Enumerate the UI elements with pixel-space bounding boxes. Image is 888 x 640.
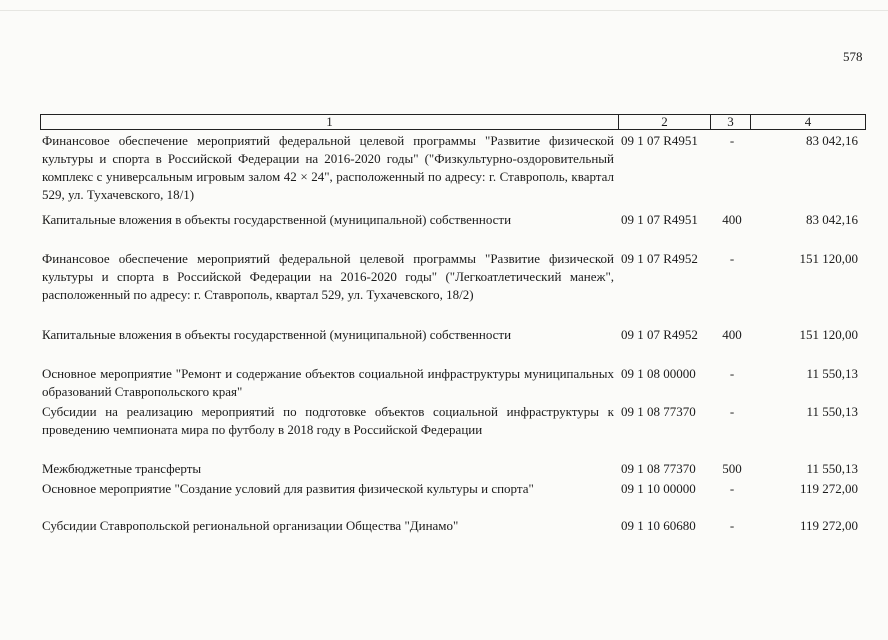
row-amount: 83 042,16 xyxy=(806,133,858,148)
row-type: 400 xyxy=(722,212,742,227)
row-description: Субсидии Ставропольской региональной организации Общества "Динамо" xyxy=(42,518,459,533)
row-description: Капитальные вложения в объекты государственной (муниципальной) собственности xyxy=(42,212,512,227)
row-description: Межбюджетные трансферты xyxy=(42,461,202,476)
scan-edge xyxy=(0,10,888,11)
row-type: - xyxy=(729,518,735,533)
row-amount: 11 550,13 xyxy=(806,461,858,476)
row-amount: 119 272,00 xyxy=(799,518,858,533)
row-description: Финансовое обеспечение мероприятий федеральной целевой программы "Развитие физической культуры и спорта в Российской Федерации на 2016-2020 годы" ("Физкультурно-оздоровительный комплекс с универсальным игровым залом 42 × 24", расположенный по адресу: г. Ставрополь, квартал 529, ул. Тухачевского, 18/1) xyxy=(42,133,614,202)
row-description: Основное мероприятие "Ремонт и содержание объектов социальной инфраструктуры муниципальных образований Ставропольского края" xyxy=(42,366,614,399)
row-amount: 151 120,00 xyxy=(799,327,858,342)
header-col-3: 3 xyxy=(711,115,751,129)
row-amount: 11 550,13 xyxy=(806,404,858,419)
row-description: Субсидии на реализацию мероприятий по подготовке объектов социальной инфраструктуры к проведению чемпионата мира по футболу в 2018 году в Российской Федерации xyxy=(42,404,614,437)
row-amount: 151 120,00 xyxy=(799,251,858,266)
row-description: Капитальные вложения в объекты государственной (муниципальной) собственности xyxy=(42,327,512,342)
row-code: 09 1 08 00000 xyxy=(621,366,696,381)
row-code: 09 1 10 60680 xyxy=(621,518,696,533)
row-type: - xyxy=(729,133,735,148)
row-description: Основное мероприятие "Создание условий для развития физической культуры и спорта" xyxy=(42,481,534,496)
row-amount: 119 272,00 xyxy=(799,481,858,496)
row-code: 09 1 07 R4952 xyxy=(621,327,698,342)
table-header xyxy=(40,114,866,130)
row-type: - xyxy=(729,366,735,381)
row-code: 09 1 07 R4951 xyxy=(621,212,698,227)
header-col-2: 2 xyxy=(619,115,711,129)
row-code: 09 1 08 77370 xyxy=(621,461,696,476)
row-type: 400 xyxy=(722,327,742,342)
row-code: 09 1 07 R4952 xyxy=(621,251,698,266)
row-amount: 83 042,16 xyxy=(806,212,858,227)
row-code: 09 1 07 R4951 xyxy=(621,133,698,148)
row-type: - xyxy=(729,404,735,419)
row-code: 09 1 10 00000 xyxy=(621,481,696,496)
row-type: - xyxy=(729,251,735,266)
row-type: 500 xyxy=(722,461,742,476)
page-number: 578 xyxy=(843,49,863,64)
header-col-4: 4 xyxy=(804,114,812,129)
row-type: - xyxy=(729,481,735,496)
row-amount: 11 550,13 xyxy=(806,366,858,381)
row-code: 09 1 08 77370 xyxy=(621,404,696,419)
row-description: Финансовое обеспечение мероприятий федеральной целевой программы "Развитие физической культуры и спорта в Российской Федерации на 2016-2020 годы" ("Легкоатлетический манеж", расположенный по адресу: г. Ставрополь, квартал 529, ул. Тухачевского, 18/2) xyxy=(42,251,614,302)
header-col-1: 1 xyxy=(41,115,619,129)
